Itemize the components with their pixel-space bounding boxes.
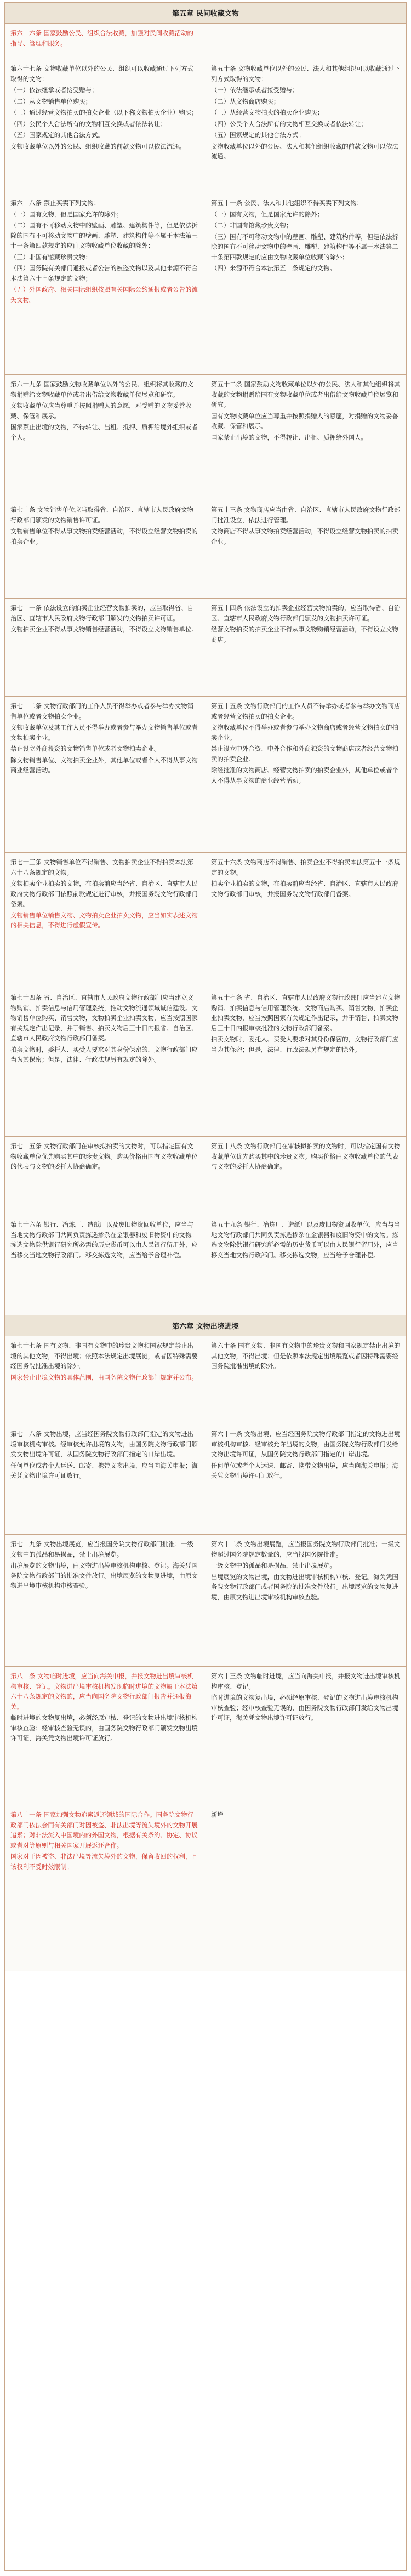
article-paragraph: 文物收藏单位以外的公民、法人和其他组织收藏的前款文物可以依法流通。 — [211, 142, 398, 160]
new-law-article — [5, 1424, 206, 1534]
article-paragraph: 第七十九条 文物出境展览，应当报国务院文物行政部门批准；一级文物中的孤品和易损品，禁止出境展览。 — [10, 1540, 193, 1558]
article-paragraph: 禁止设立外商投资的文物销售单位或者文物拍卖企业。 — [10, 745, 161, 753]
old-law-article — [206, 1137, 406, 1215]
article-paragraph: 拍卖文物时，委托人、买受人要求对其身份保密的，文物行政部门应当为其保密；但是，法律、行政法规另有规定的除外。 — [211, 1035, 398, 1053]
article-paragraph: （一）国有文物，但是国家允许的除外； — [10, 210, 123, 218]
new-law-article — [5, 1535, 206, 1666]
new-law-article — [5, 59, 206, 193]
old-law-article — [206, 853, 406, 988]
article-paragraph: 文物销售单位销售文物、文物拍卖企业拍卖文物，应当如实表述文物的相关信息，不得进行虚假宣传。 — [10, 911, 198, 929]
article-paragraph: （五）外国政府、相关国际组织按照有关国际公约通报或者公告的流失文物。 — [10, 286, 198, 304]
article-paragraph: 经营文物拍卖的拍卖企业不得从事文物购销经营活动，不得设立文物商店。 — [211, 625, 398, 643]
table-row — [5, 1535, 406, 1667]
new-law-article — [5, 853, 206, 988]
article-paragraph: 第七十七条 国有文物、非国有文物中的珍贵文物和国家规定禁止出境的其他文物，不得出境；依照本法规定出境展览，或者因特殊需要经国务院批准出境的除外。 — [10, 1342, 198, 1370]
new-law-article — [5, 599, 206, 696]
article-paragraph: 第五十四条 依法设立的拍卖企业经营文物拍卖的，应当取得省、自治区、直辖市人民政府文物行政部门颁发的文物拍卖许可证。 — [211, 604, 401, 622]
article-paragraph: 第五十三条 文物商店应当由省、自治区、直辖市人民政府文物行政部门批准设立，依法进行管理。 — [211, 506, 401, 524]
new-law-article — [5, 24, 206, 59]
new-law-article — [5, 1336, 206, 1424]
old-law-article — [206, 1535, 406, 1666]
old-law-article — [206, 1215, 406, 1315]
new-law-article — [5, 193, 206, 374]
article-paragraph: 出境展览的文物出境，由文物进出境审核机构审核、登记。海关凭国务院文物行政部门或者国务院的批准文件放行。出境展览的文物复进境，由原文物进出境审核机构审核查验。 — [211, 1572, 398, 1601]
article-paragraph: （三）通过经营文物拍卖的拍卖企业（以下称文物拍卖企业）购买； — [10, 109, 198, 116]
article-paragraph: 第六十二条 文物出境展览，应当报国务院文物行政部门批准；一级文物超过国务院规定数量的，应当报国务院批准。 — [211, 1540, 401, 1558]
article-paragraph: 第七十条 文物销售单位应当取得省、自治区、直辖市人民政府文物行政部门颁发的文物销售许可证。 — [10, 506, 193, 524]
article-paragraph: 一级文物中的孤品和易损品，禁止出境展览。 — [211, 1561, 336, 1569]
article-paragraph: 第六十一条 文物出境，应当经国务院文物行政部门指定的文物进出境审核机构审核。经审核允许出境的文物，由国务院文物行政部门发给文物出境许可证，从国务院文物行政部门指定的口岸出境。 — [211, 1430, 401, 1458]
table-row — [5, 1336, 406, 1424]
article-paragraph: （四）公民个人合法所有的文物相互交换或者依法转让； — [10, 119, 167, 128]
old-law-article — [206, 1424, 406, 1534]
table-row — [5, 1667, 406, 1805]
old-law-article — [206, 988, 406, 1136]
article-paragraph: 国家禁止出境的文物，不得转让、出租、抵押、质押给境外组织或者个人。 — [10, 423, 198, 441]
old-law-article — [206, 1805, 406, 1971]
new-law-article — [5, 1667, 206, 1805]
article-paragraph: 第五十二条 国家鼓励文物收藏单位以外的公民、法人和其他组织将其收藏的文物捐赠给国有文物收藏单位或者出借给文物收藏单位展览和研究。 — [211, 380, 401, 408]
new-law-article — [5, 697, 206, 852]
article-paragraph: 禁止设立中外合资、中外合作和外商独资的文物商店或者经营文物拍卖的拍卖企业。 — [211, 745, 398, 763]
article-paragraph: （一）国有文物，但是国家允许的除外； — [211, 210, 324, 218]
article-paragraph: 第七十八条 文物出境，应当经国务院文物行政部门指定的文物进出境审核机构审核。经审核允许出境的文物，由国务院文物行政部门颁发文物出境许可证，从国务院文物行政部门指定的口岸出境。 — [10, 1430, 198, 1458]
article-paragraph: 第五十九条 银行、冶炼厂、造纸厂以及废旧物资回收单位，应当与当地文物行政部门共同负责拣选掺杂在金银器和废旧物资中的文物。拣选文物除供银行研究所必需的历史货币可以由人民银行留用外，应当移交当地文物行政部门。移交拣选文物，应当给予合理补偿。 — [211, 1221, 401, 1259]
article-paragraph: 任何单位或者个人运送、邮寄、携带文物出境，应当向海关申报；海关凭文物出境许可证放行。 — [10, 1461, 198, 1479]
table-row — [5, 599, 406, 697]
article-paragraph: 文物商店不得从事文物拍卖经营活动，不得设立经营文物拍卖的拍卖企业。 — [211, 527, 398, 545]
article-paragraph: 第六十六条 国家鼓励公民、组织合法收藏，加强对民间收藏活动的指导、管理和服务。 — [10, 29, 193, 47]
article-paragraph: （二）从文物销售单位购买； — [10, 97, 92, 105]
article-paragraph: 文物收藏单位不得举办或者参与举办文物商店或者经营文物拍卖的拍卖企业。 — [211, 723, 398, 742]
article-paragraph: （二）从文物商店购买； — [211, 97, 280, 105]
table-row — [5, 375, 406, 500]
article-paragraph: 临时进境的文物复出境，必须经原审核、登记的文物进出境审核机构审核查验；经审核查验无误的，由国务院文物行政部门发给文物出境许可证，海关凭文物出境许可证放行。 — [211, 1694, 398, 1722]
article-paragraph: 文物拍卖企业拍卖的文物，在拍卖前应当经省、自治区、直辖市人民政府文物行政部门依照前款规定进行审核，并报国务院文物行政部门备案。 — [10, 880, 198, 908]
new-law-article — [5, 1137, 206, 1215]
article-paragraph: 国有文物收藏单位应当尊重并按照捐赠人的意愿，对捐赠的文物妥善收藏、保管和展示。 — [211, 412, 398, 430]
article-paragraph: 第七十一条 依法设立的拍卖企业经营文物拍卖的，应当取得省、自治区、直辖市人民政府文物行政部门颁发的文物拍卖许可证。 — [10, 604, 193, 622]
article-paragraph: （四）公民个人合法所有的文物相互交换或者依法转让； — [211, 119, 367, 128]
article-paragraph: 第六十七条 文物收藏单位以外的公民、组织可以收藏通过下列方式取得的文物： — [10, 65, 193, 83]
chapter-6-heading: 第六章 文物出境进境 — [5, 1315, 406, 1336]
article-paragraph: 第七十四条 省、自治区、直辖市人民政府文物行政部门应当建立文物购销、拍卖信息与信用管理系统，推动文物流通领域诚信建设。文物销售单位购买、销售文物，文物拍卖企业拍卖文物，应当按照国家有关规定作出记录，并于销售、拍卖文物后三十日内报省、自治区、直辖市人民政府文物行政部门备案。 — [10, 994, 198, 1042]
table-row — [5, 1137, 406, 1215]
article-paragraph: 第五十一条 公民、法人和其他组织不得买卖下列文物： — [211, 199, 363, 207]
table-row — [5, 853, 406, 988]
article-paragraph: （五）国家规定的其他合法方式。 — [10, 131, 104, 139]
table-row — [5, 1215, 406, 1315]
article-paragraph: 除文物销售单位、文物拍卖企业外，其他单位或者个人不得从事文物商业经营活动。 — [10, 756, 198, 774]
old-law-article — [206, 375, 406, 500]
article-paragraph: （一）依法继承或者接受赠与； — [211, 86, 299, 94]
old-law-article — [206, 24, 406, 59]
article-paragraph: 第六十三条 文物临时进境，应当向海关申报，并报文物进出境审核机构审核、登记。 — [211, 1672, 401, 1690]
article-paragraph: 第七十六条 银行、冶炼厂、造纸厂以及废旧物资回收单位，应当与当地文物行政部门共同负责拣选掺杂在金银器和废旧物资中的文物。拣选文物除供银行研究所必需的历史货币可以由人民银行留用外，应当移交当地文物行政部门。移交拣选文物，应当给予合理补偿。 — [10, 1221, 198, 1259]
article-paragraph: 国家禁止出境文物的具体范围，由国务院文物行政部门规定并公布。 — [10, 1373, 198, 1381]
article-paragraph: （三）非国有馆藏珍贵文物； — [10, 253, 92, 261]
article-paragraph: 第六十九条 国家鼓励文物收藏单位以外的公民、组织将其收藏的文物捐赠给文物收藏单位或者出借给文物收藏单位展览和研究。 — [10, 380, 193, 398]
article-paragraph: 拍卖文物时，委托人、买受人要求对其身份保密的，文物行政部门应当为其保密；但是，法律、行政法规另有规定的除外。 — [10, 1045, 198, 1063]
new-law-article — [5, 375, 206, 500]
old-law-article — [206, 599, 406, 696]
article-paragraph: 第七十二条 文物行政部门的工作人员不得举办或者参与举办文物销售单位或者文物拍卖企业。 — [10, 702, 193, 720]
article-paragraph: （四）来源不符合本法第五十条规定的文物。 — [211, 264, 336, 272]
table-row — [5, 59, 406, 193]
old-law-article — [206, 1667, 406, 1805]
old-law-article — [206, 193, 406, 374]
new-article-marker: 新增 — [211, 1811, 224, 1819]
article-paragraph: 除经批准的文物商店、经营文物拍卖的拍卖企业外，其他单位或者个人不得从事文物的商业经营活动。 — [211, 766, 398, 784]
article-paragraph: 文物销售单位不得从事文物拍卖经营活动，不得设立经营文物拍卖的拍卖企业。 — [10, 527, 198, 545]
article-paragraph: 文物拍卖企业不得从事文物销售经营活动，不得设立文物销售单位。 — [10, 625, 198, 633]
old-law-article — [206, 1336, 406, 1424]
table-row — [5, 500, 406, 599]
new-law-article — [5, 988, 206, 1136]
article-paragraph: （二）非国有馆藏珍贵文物； — [211, 221, 293, 229]
article-paragraph: （三）从经营文物拍卖的拍卖企业购买； — [211, 109, 324, 116]
article-paragraph: 第五十条 文物收藏单位以外的公民、法人和其他组织可以收藏通过下列方式取得的文物： — [211, 65, 401, 83]
old-law-article — [206, 59, 406, 193]
article-paragraph: 任何单位或者个人运送、邮寄、携带文物出境，应当向海关申报；海关凭文物出境许可证放行。 — [211, 1461, 398, 1479]
article-paragraph: 文物收藏单位应当尊重并按照捐赠人的意愿，对受赠的文物妥善收藏、保管和展示。 — [10, 402, 192, 420]
article-paragraph: 出境展览的文物出境，由文物进出境审核机构审核、登记。海关凭国务院文物行政部门的批准文件放行。出境展览的文物复进境，由原文物进出境审核机构审核查验。 — [10, 1561, 198, 1589]
article-paragraph: 第八十条 文物临时进境，应当向海关申报，并报文物进出境审核机构审核、登记。文物进出境审核机构发现临时进境的文物属于本法第六十八条规定的文物的，应当向国务院文物行政部门报告并通报海关。 — [10, 1672, 198, 1711]
table-row — [5, 988, 406, 1137]
article-paragraph: 第七十三条 文物销售单位不得销售、文物拍卖企业不得拍卖本法第六十八条规定的文物。 — [10, 858, 193, 876]
article-paragraph: 临时进境的文物复出境，必须经原审核、登记的文物进出境审核机构审核查验；经审核查验无误的，由国务院文物行政部门颁发文物出境许可证，海关凭文物出境许可证放行。 — [10, 1714, 198, 1742]
table-row — [5, 697, 406, 853]
table-row — [5, 24, 406, 59]
article-paragraph: 第六十八条 禁止买卖下列文物： — [10, 199, 100, 207]
table-row — [5, 1424, 406, 1535]
article-paragraph: 文物收藏单位及其工作人员不得举办或者参与举办文物销售单位或者文物拍卖企业。 — [10, 723, 198, 742]
article-paragraph: 文物收藏单位以外的公民、组织收藏的前款文物可以依法流通。 — [10, 142, 185, 150]
new-law-article — [5, 1215, 206, 1315]
article-paragraph: 第五十八条 文物行政部门在审核拟拍卖的文物时，可以指定国有文物收藏单位优先购买其中的珍贵文物。购买价格由文物收藏单位的代表与文物的委托人协商确定。 — [211, 1142, 401, 1170]
old-law-article — [206, 697, 406, 852]
article-paragraph: 拍卖企业拍卖的文物，在拍卖前应当经省、自治区、直辖市人民政府文物行政部门审核，并报国务院文物行政部门备案。 — [211, 880, 398, 898]
article-paragraph: 第七十五条 文物行政部门在审核拟拍卖的文物时，可以指定国有文物收藏单位优先购买其中的珍贵文物。购买价格由国有文物收藏单位的代表与文物的委托人协商确定。 — [10, 1142, 198, 1170]
article-paragraph: （四）国务院有关部门通报或者公告的被盗文物以及其他来源不符合本法第六十七条规定的文物； — [10, 264, 198, 282]
article-paragraph: （五）国家规定的其他合法方式。 — [211, 131, 305, 139]
chapter-5-heading: 第五章 民间收藏文物 — [5, 3, 406, 24]
article-paragraph: （二）国有不可移动文物中的壁画、雕塑、建筑构件等，但是依法拆除的国有不可移动文物中的壁画、雕塑、建筑构件等不属于本法第三十一条第四款规定的应由文物收藏单位收藏的除外； — [10, 221, 198, 249]
article-paragraph: 第八十一条 国家加强文物追索返还领域的国际合作。国务院文物行政部门依法会同有关部门对因被盗、非法出境等流失境外的文物开展追索；对非法流入中国境内的外国文物，根据有关条约、协定、协议或者对等原则与相关国家开展返还合作。 — [10, 1811, 198, 1849]
table-row — [5, 193, 406, 375]
article-paragraph: （三）国有不可移动文物中的壁画、雕塑、建筑构件等，但是依法拆除的国有不可移动文物中的壁画、雕塑、建筑构件等不属于本法第二十条第四款规定的应由文物收藏单位收藏的除外； — [211, 232, 398, 261]
article-paragraph: 第五十六条 文物商店不得销售、拍卖企业不得拍卖本法第五十一条规定的文物。 — [211, 858, 401, 876]
article-paragraph: （一）依法继承或者接受赠与； — [10, 86, 98, 94]
article-paragraph: 第五十五条 文物行政部门的工作人员不得举办或者参与举办文物商店或者经营文物拍卖的拍卖企业。 — [211, 702, 401, 720]
article-paragraph: 第六十条 国有文物、非国有文物中的珍贵文物和国家规定禁止出境的其他文物，不得出境；但是依照本法规定出境展览或者因特殊需要经国务院批准出境的除外。 — [211, 1342, 401, 1370]
article-paragraph: 第五十七条 省、自治区、直辖市人民政府文物行政部门应当建立文物购销、拍卖信息与信用管理系统。文物商店购买、销售文物，拍卖企业拍卖文物，应当按照国家有关规定作出记录，并于销售、拍卖文物后三十日内报审核批准的文物行政部门备案。 — [211, 994, 401, 1032]
new-law-article — [5, 500, 206, 598]
article-paragraph: 国家禁止出境的文物，不得转让、出租、质押给外国人。 — [211, 433, 367, 441]
table-row — [5, 1805, 406, 1971]
article-paragraph: 国家对于因被盗、非法出境等流失境外的文物，保留收回的权利，且该权利不受时效限制。 — [10, 1853, 198, 1871]
law-comparison-table — [4, 2, 407, 2571]
new-law-article — [5, 1805, 206, 1971]
old-law-article — [206, 500, 406, 598]
